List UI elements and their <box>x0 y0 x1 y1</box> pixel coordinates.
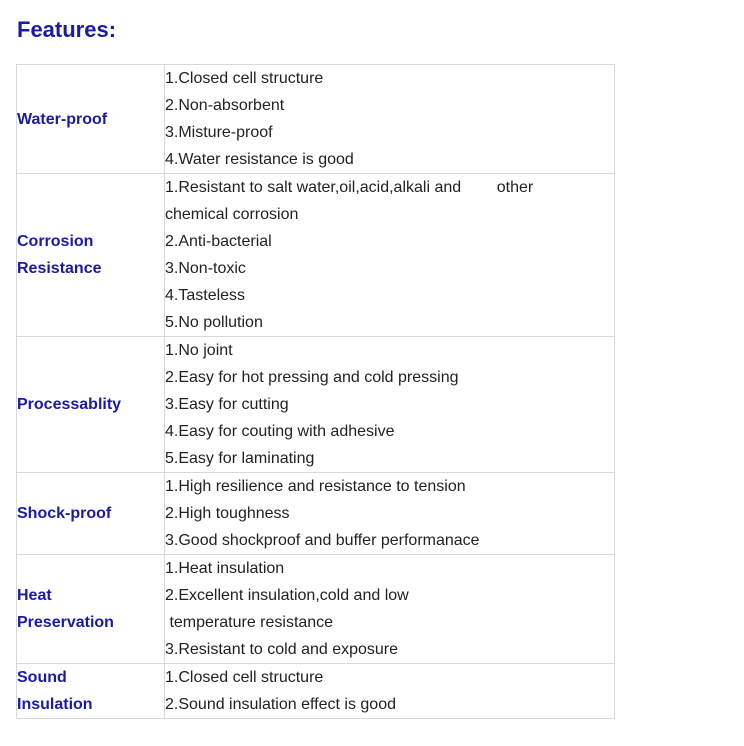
feature-name-cell <box>17 174 165 337</box>
feature-detail-line: 4.Tasteless <box>165 287 246 304</box>
feature-details-cell <box>165 473 615 555</box>
feature-row <box>17 473 615 555</box>
feature-name: Preservation <box>17 614 114 631</box>
feature-detail-line: 1.No joint <box>165 342 233 359</box>
features-table-body <box>17 65 615 719</box>
feature-row <box>17 174 615 337</box>
feature-name-cell <box>17 664 165 719</box>
feature-detail-line: 3.Resistant to cold and exposure <box>165 641 399 658</box>
feature-detail-line: chemical corrosion <box>165 206 299 223</box>
feature-detail-line: 5.No pollution <box>165 314 263 331</box>
feature-detail-line: 1.Heat insulation <box>165 560 285 577</box>
feature-detail-line: 3.Non-toxic <box>165 260 246 277</box>
feature-detail-line: temperature resistance <box>165 614 334 631</box>
feature-detail-line: 2.Anti-bacterial <box>165 233 272 250</box>
feature-details-cell <box>165 65 615 174</box>
feature-row <box>17 555 615 664</box>
feature-details-cell <box>165 555 615 664</box>
feature-detail-line: 4.Easy for couting with adhesive <box>165 423 395 440</box>
page-title: Features: <box>17 17 117 42</box>
feature-name: Shock-proof <box>17 505 112 522</box>
feature-detail-line: 1.High resilience and resistance to tension <box>165 478 466 495</box>
feature-name: Insulation <box>17 696 93 713</box>
feature-detail-line: 1.Resistant to salt water,oil,acid,alkali and other <box>165 179 534 196</box>
features-table <box>16 64 615 719</box>
feature-name: Processablity <box>17 396 122 413</box>
feature-name-cell <box>17 337 165 473</box>
feature-detail-line: 3.Easy for cutting <box>165 396 289 413</box>
feature-row <box>17 664 615 719</box>
feature-name-cell <box>17 473 165 555</box>
feature-details-cell <box>165 337 615 473</box>
feature-name: Heat <box>17 587 52 604</box>
feature-name-cell <box>17 65 165 174</box>
feature-name: Water-proof <box>17 110 108 128</box>
feature-detail-line: 1.Closed cell structure <box>165 70 324 87</box>
feature-details-cell <box>165 174 615 337</box>
feature-detail-line: 1.Closed cell structure <box>165 669 324 686</box>
feature-row <box>17 337 615 473</box>
feature-detail-line: 2.Excellent insulation,cold and low <box>165 587 409 604</box>
feature-detail-line: 4.Water resistance is good <box>165 151 354 168</box>
feature-row <box>17 65 615 174</box>
feature-detail-line: 3.Good shockproof and buffer performanace <box>165 532 480 549</box>
feature-detail-line: 2.High toughness <box>165 505 290 522</box>
feature-name: Sound <box>17 669 67 686</box>
feature-detail-line: 2.Non-absorbent <box>165 97 285 114</box>
feature-detail-line: 3.Misture-proof <box>165 124 273 141</box>
feature-detail-line: 2.Easy for hot pressing and cold pressing <box>165 369 459 386</box>
feature-name-cell <box>17 555 165 664</box>
feature-detail-line: 2.Sound insulation effect is good <box>165 696 396 713</box>
feature-detail-line: 5.Easy for laminating <box>165 450 315 467</box>
feature-details-cell <box>165 664 615 719</box>
feature-name: Resistance <box>17 260 102 277</box>
feature-name: Corrosion <box>17 233 94 250</box>
